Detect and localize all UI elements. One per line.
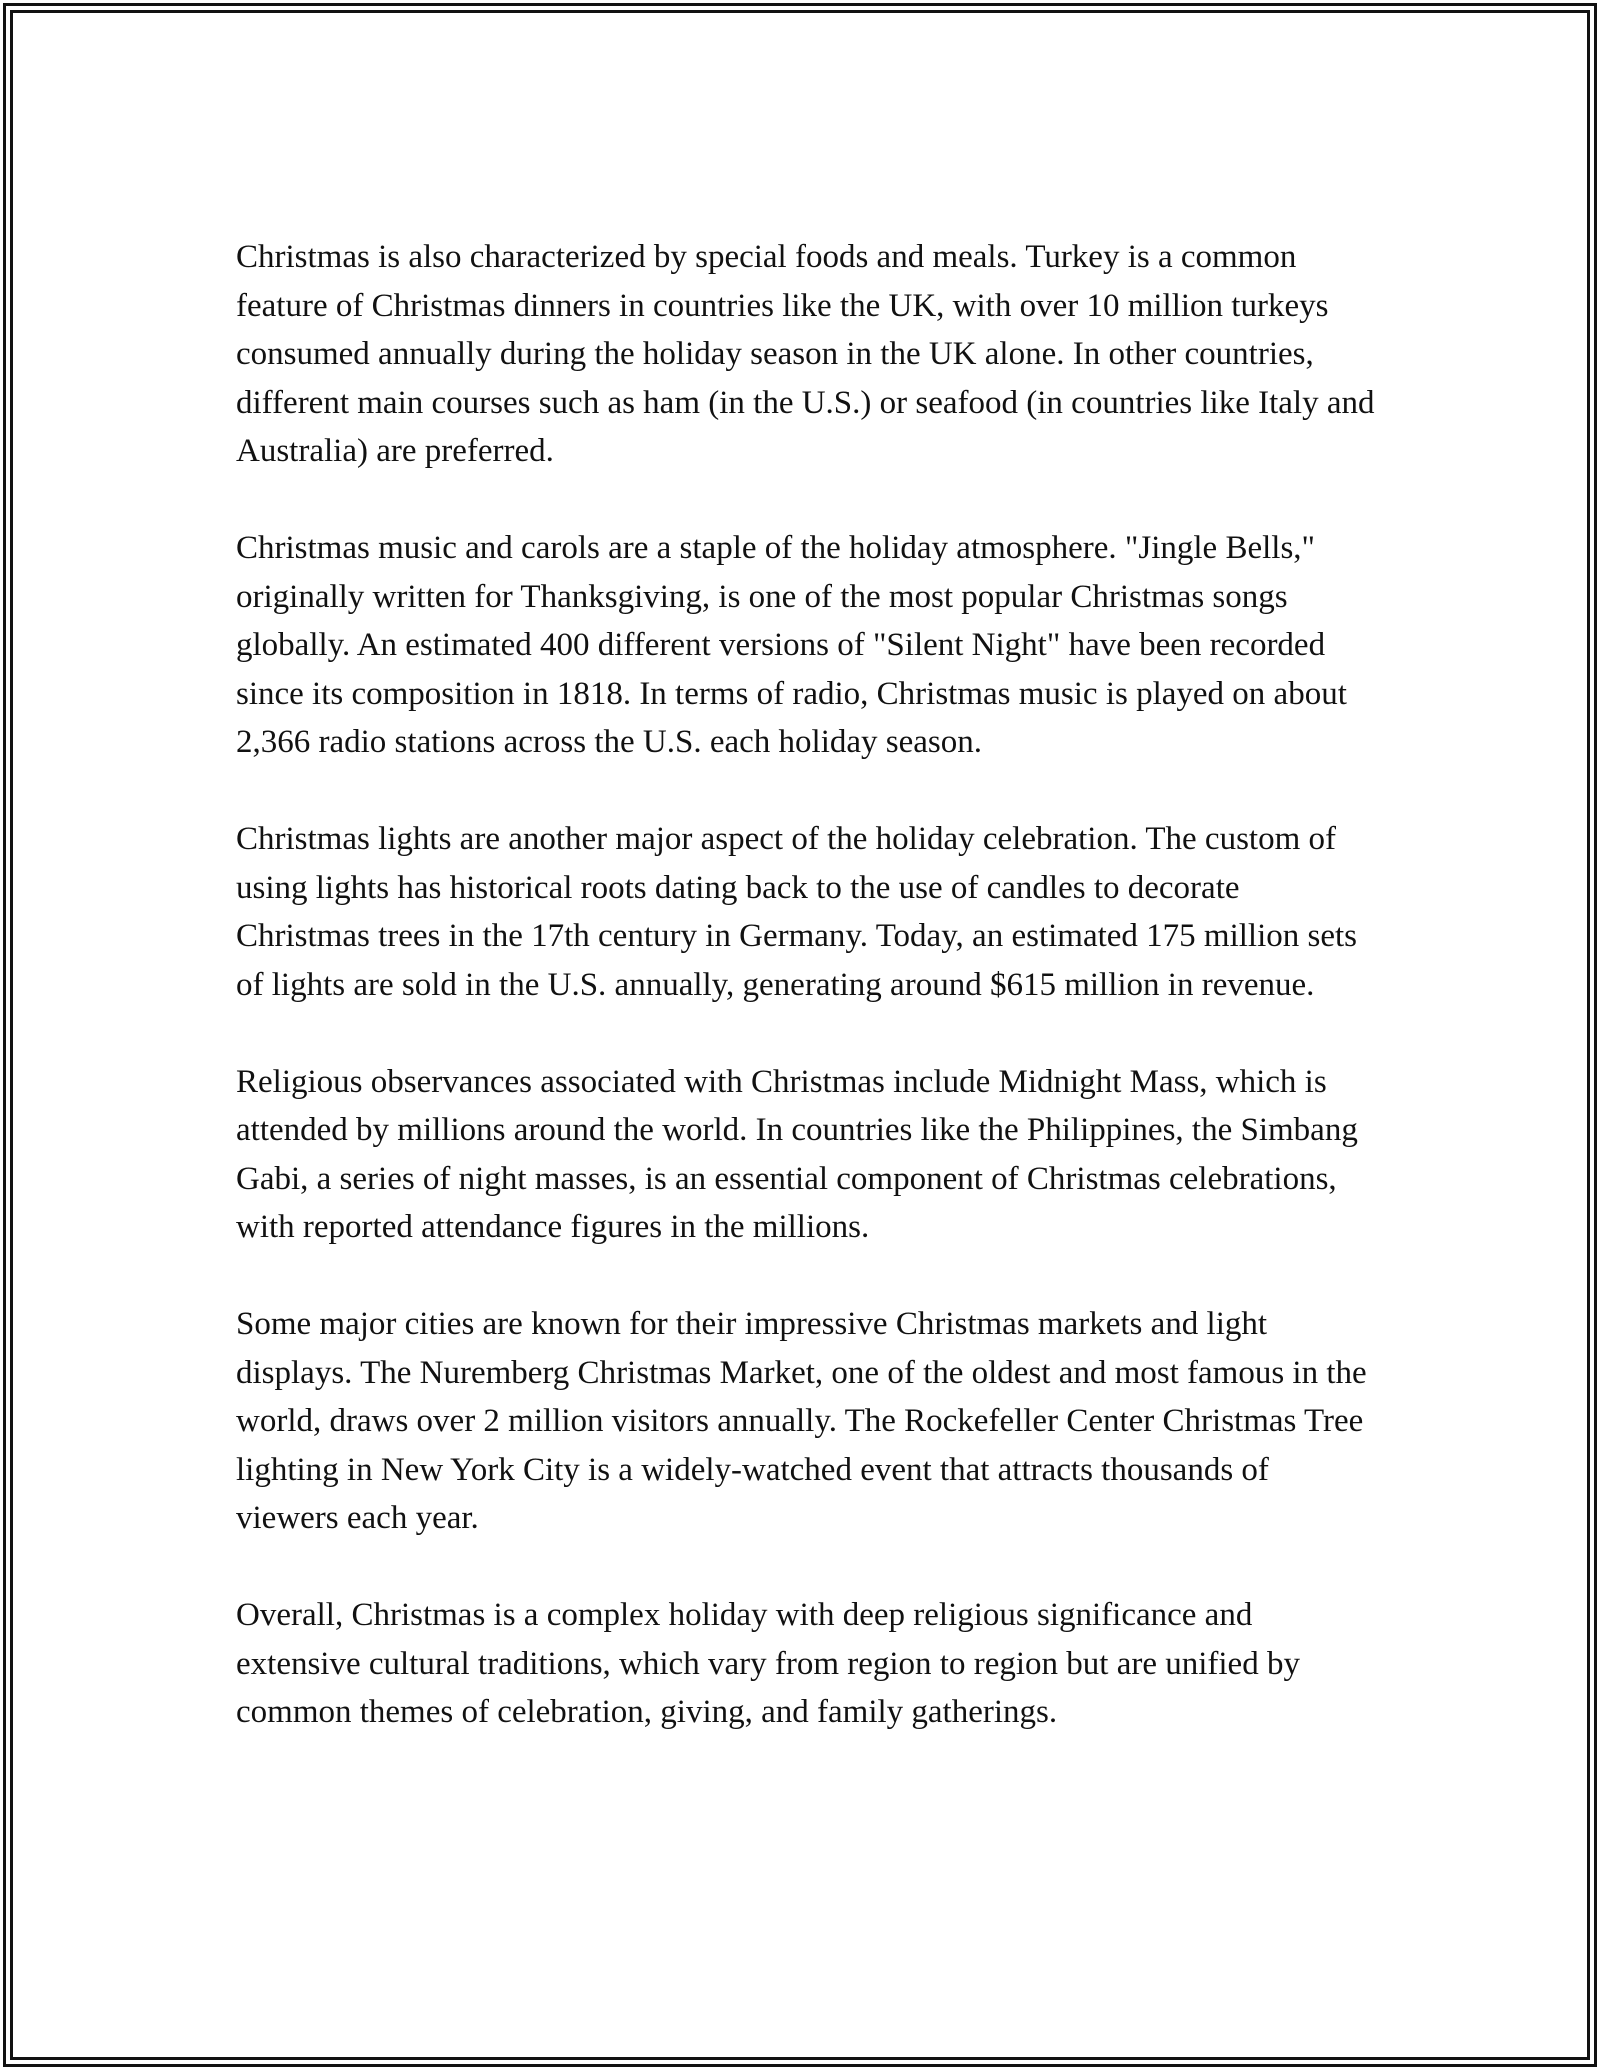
paragraph-foods: Christmas is also characterized by special foods and meals. Turkey is a common feature of Christmas dinners in countries like the UK, with over 10 million turkeys consumed annually during the holiday season in the UK alone. In other countries, different main courses such as ham (in the U.S.) or seafood (in countries like Italy and Australia) are preferred. <box>236 239 1375 469</box>
paragraph-religious: Religious observances associated with Christmas include Midnight Mass, which is attended by millions around the world. In countries like the Philippines, the Simbang Gabi, a series of night masses, is an essential component of Christmas celebrations, with reported attendance figures in the millions. <box>236 1063 1358 1245</box>
document-body <box>236 233 1376 1737</box>
paragraph-lights: Christmas lights are another major aspect of the holiday celebration. The custom of using lights has historical roots dating back to the use of candles to decorate Christmas trees in the 17th century in Germany. Today, an estimated 175 million sets of lights are sold in the U.S. annually, generating around $615 million in revenue. <box>236 821 1358 1003</box>
paragraph-markets: Some major cities are known for their impressive Christmas markets and light displays. The Nuremberg Christmas Market, one of the oldest and most famous in the world, draws over 2 million visitors annually. The Rockefeller Center Christmas Tree lighting in New York City is a widely-watched event that attracts thousands of viewers each year. <box>236 1306 1367 1536</box>
paragraph-music: Christmas music and carols are a staple of the holiday atmosphere. "Jingle Bells," originally written for Thanksgiving, is one of the most popular Christmas songs globally. An estimated 400 different versions of "Silent Night" have been recorded since its composition in 1818. In terms of radio, Christmas music is played on about 2,366 radio stations across the U.S. each holiday season. <box>236 530 1347 760</box>
paragraph-overall: Overall, Christmas is a complex holiday with deep religious significance and extensive cultural traditions, which vary from region to region but are unified by common themes of celebration, giving, and family gatherings. <box>236 1597 1300 1730</box>
